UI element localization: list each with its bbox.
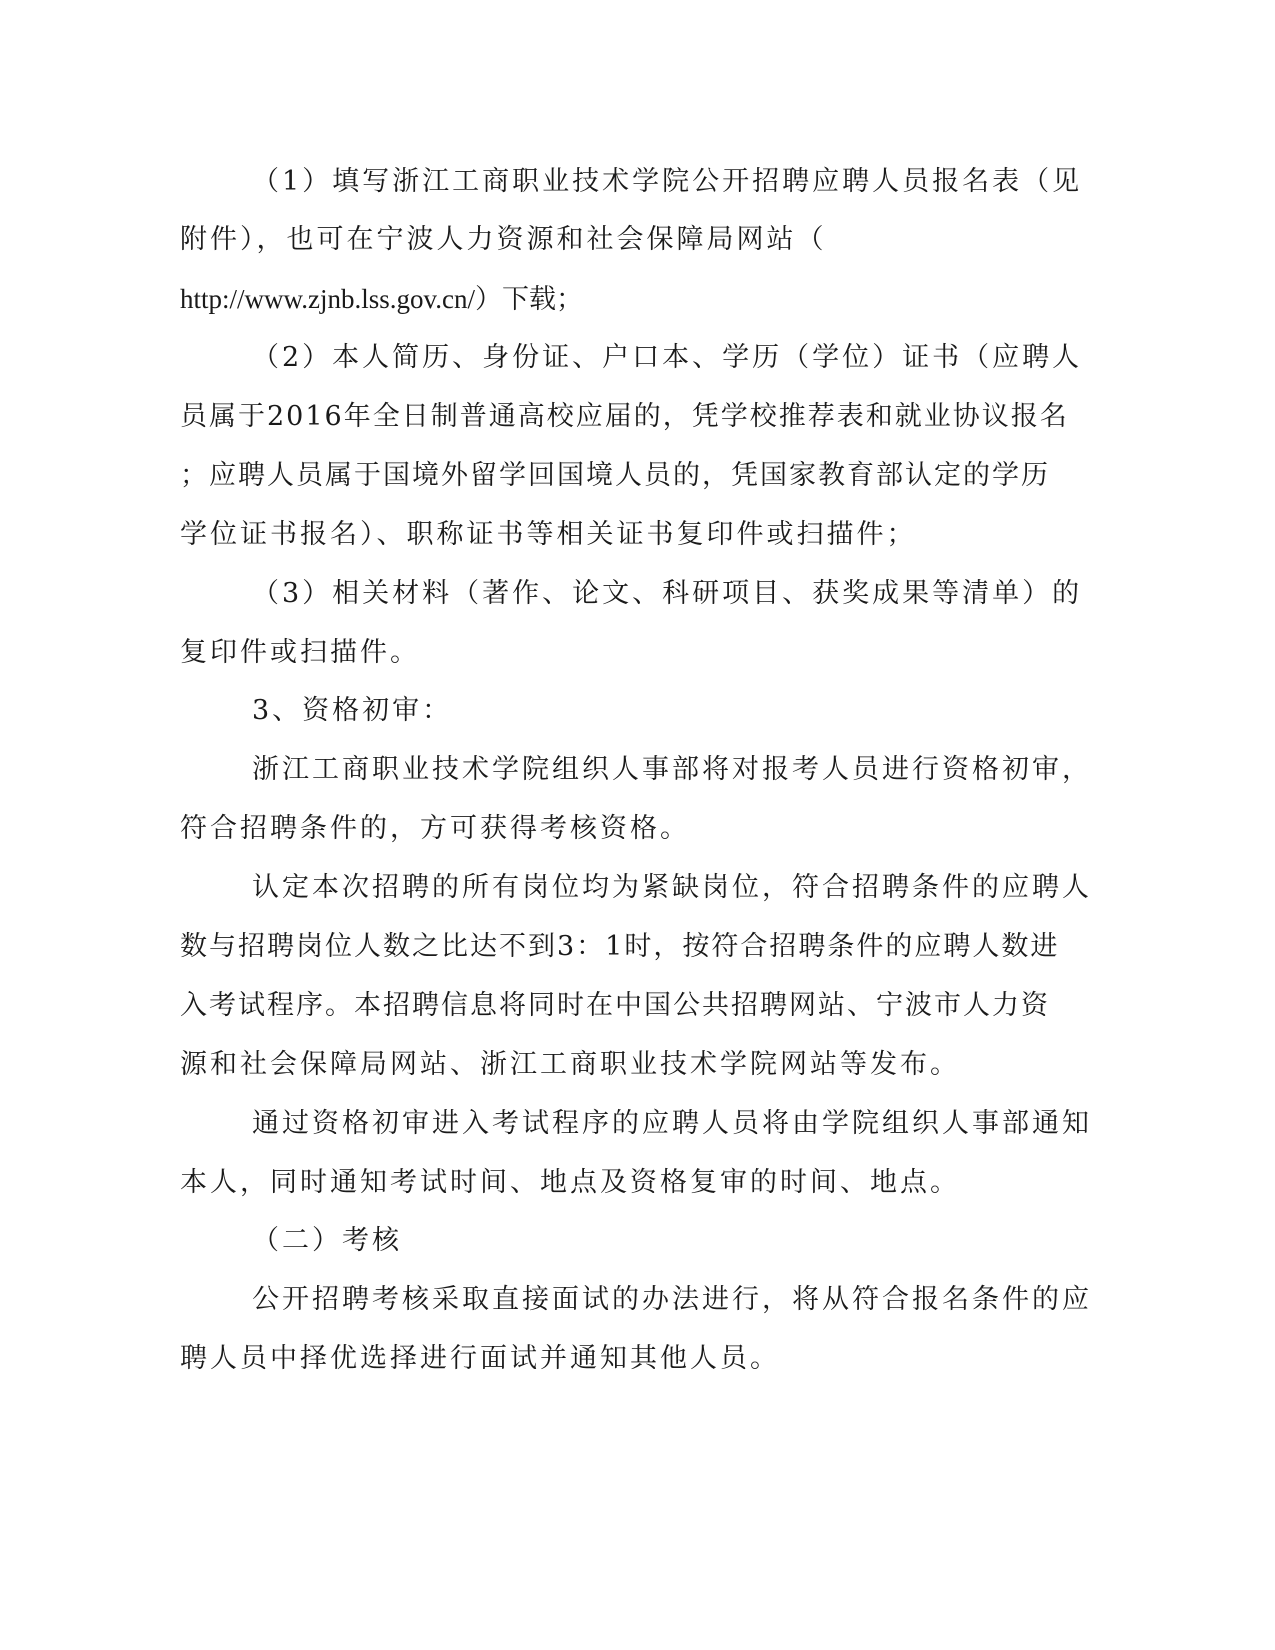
paragraph-line: 复印件或扫描件。 <box>180 637 420 668</box>
paragraph-line: 数与招聘岗位人数之比达不到3：1时，按符合招聘条件的应聘人数进 <box>180 931 1060 962</box>
paragraph-line: 入考试程序。本招聘信息将同时在中国公共招聘网站、宁波市人力资 <box>180 990 1050 1021</box>
paragraph-line-url: http://www.zjnb.lss.gov.cn/）下载； <box>180 284 583 314</box>
paragraph-line: 本人，同时通知考试时间、地点及资格复审的时间、地点。 <box>180 1167 960 1198</box>
paragraph-line: 源和社会保障局网站、浙江工商职业技术学院网站等发布。 <box>180 1049 960 1080</box>
section-heading: 3、资格初审： <box>252 695 453 726</box>
paragraph-line: 聘人员中择优选择进行面试并通知其他人员。 <box>180 1343 780 1374</box>
paragraph-line: 认定本次招聘的所有岗位均为紧缺岗位，符合招聘条件的应聘人 <box>252 872 1092 903</box>
paragraph-line: 通过资格初审进入考试程序的应聘人员将由学院组织人事部通知 <box>252 1108 1092 1139</box>
paragraph-line: 符合招聘条件的，方可获得考核资格。 <box>180 813 690 844</box>
paragraph-line: 公开招聘考核采取直接面试的办法进行，将从符合报名条件的应 <box>252 1284 1092 1315</box>
paragraph-line: ；应聘人员属于国境外留学回国境人员的，凭国家教育部认定的学历 <box>180 460 1050 491</box>
paragraph-line: （1）填写浙江工商职业技术学院公开招聘应聘人员报名表（见 <box>252 166 1083 197</box>
paragraph-line: （2）本人简历、身份证、户口本、学历（学位）证书（应聘人 <box>252 342 1083 373</box>
paragraph-line: 附件），也可在宁波人力资源和社会保障局网站（ <box>180 224 827 255</box>
paragraph-line: 员属于2016年全日制普通高校应届的，凭学校推荐表和就业协议报名 <box>180 401 1069 432</box>
paragraph-line: 浙江工商职业技术学院组织人事部将对报考人员进行资格初审， <box>252 754 1092 785</box>
section-heading: （二）考核 <box>252 1225 402 1256</box>
paragraph-line: 学位证书报名）、职称证书等相关证书复印件或扫描件； <box>180 519 917 550</box>
paragraph-line: （3）相关材料（著作、论文、科研项目、获奖成果等清单）的 <box>252 578 1083 609</box>
